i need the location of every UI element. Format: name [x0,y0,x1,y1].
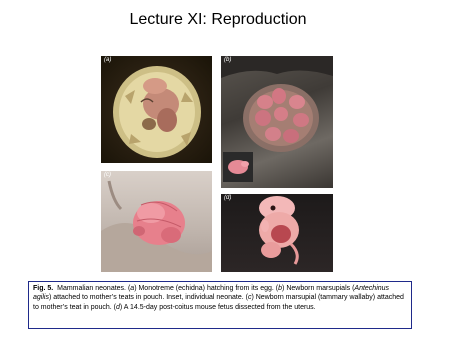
panel-label-a: (a) [104,57,112,63]
photo-marsupial-pouch [221,56,333,188]
pouch-illustration [221,56,333,188]
panel-label-d: (d) [224,195,232,201]
panel-label-b: (b) [224,57,232,63]
wallaby-illustration [101,171,212,272]
panel-label-c: (c) [104,172,111,178]
caption-text-3: ) Newborn marsupials ( [282,285,355,292]
caption-letter-d: d [116,303,120,311]
caption-text-6: ) A 14.5-day post-coitus mouse fetus dissected from the uterus. [119,303,316,311]
caption-text-5: ) Newborn marsupial (tammary wallaby) attached to mother’s teat in pouch. ( [33,294,404,311]
caption-fig-number: Fig. 5. [33,285,54,292]
caption-letter-c: c [247,294,252,302]
caption-text-1: Mammalian neonates. ( [57,285,131,292]
photo-wallaby-newborn [101,171,212,272]
caption-text-4: ) attached to mother’s teats in pouch. Inset, individual neonate. ( [48,294,248,302]
caption-text-2: ) Monotreme (echidna) hatching from its egg. ( [134,285,279,292]
figure-caption [28,281,412,329]
caption-species: Antechinus agilis [33,285,390,302]
caption-letter-b: b [278,285,283,292]
photo-mouse-fetus [221,194,333,272]
mouse-fetus-illustration [221,194,333,272]
caption-letter-a: a [130,285,135,292]
echidna-egg-illustration [101,56,212,163]
photo-echidna-hatching [101,56,212,163]
slide-title: Lecture XI: Reproduction [129,11,307,28]
